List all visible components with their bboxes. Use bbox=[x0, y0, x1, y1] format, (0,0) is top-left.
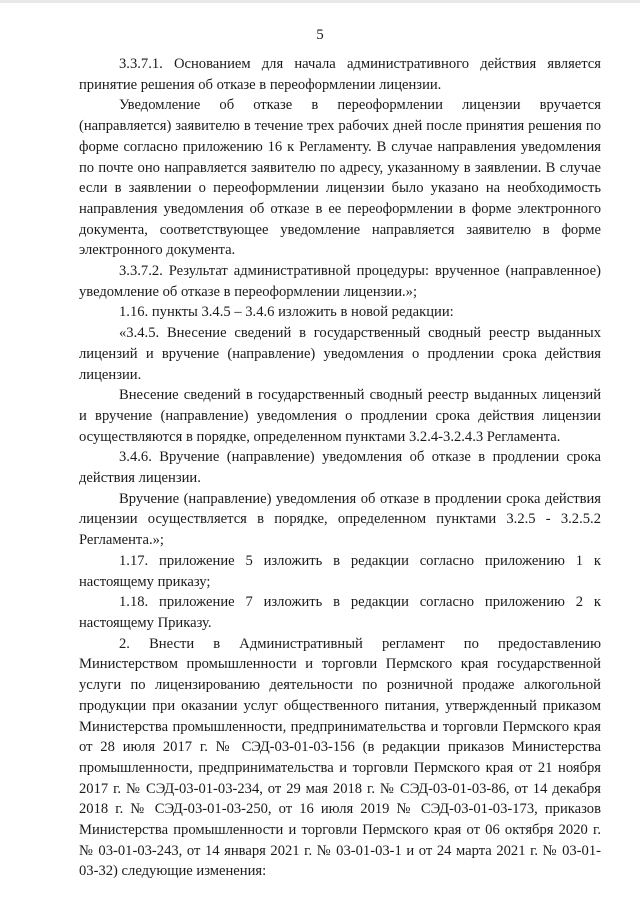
paragraph-1-16: 1.16. пункты 3.4.5 – 3.4.6 изложить в новой редакции: bbox=[119, 304, 454, 321]
paragraph-3-3-7-2: 3.3.7.2. Результат административной процедуры: врученное (направленное) уведомление об отказе в переоформлении лицензии.»; bbox=[79, 263, 601, 300]
paragraph-1-18: 1.18. приложение 7 изложить в редакции согласно приложению 2 к настоящему Приказу. bbox=[79, 594, 601, 631]
paragraph-refusal-notice: Уведомление об отказе в переоформлении лицензии вручается (направляется) заявителю в течение трех рабочих дней после принятия решения по форме согласно приложению 16 к Регламенту. В случае направления уведомления по почте оно направляется заявителю по адресу, указанному в заявлении. В случае если в заявлении о переоформлении лицензии было указано на необходимость направления уведомления об отказе в ее переоформлении в форме электронного документа, соответствующее уведомление направляется заявителю в форме электронного документа. bbox=[79, 97, 601, 259]
paragraph-2-amendments: 2. Внести в Административный регламент по предоставлению Министерством промышленности и торговли Пермского края государственной услуги по лицензированию деятельности по розничной продаже алкогольной продукции при оказании услуг общественного питания, утвержденный приказом Министерства промышленности, предпринимательства и торговли Пермского края от 28 июля 2017 г. № СЭД-03-01-03-156 (в редакции приказов Министерства промышленности, предпринимательства и торговли Пермского края от 21 ноября 2017 г. № СЭД-03-01-03-234, от 29 мая 2018 г. № СЭД-03-01-03-86, от 14 декабря 2018 г. № СЭД-03-01-03-250, от 16 июля 2019 № СЭД-03-01-03-173, приказов Министерства промышленности и торговли Пермского края от 06 октября 2020 г. № 03-01-03-243, от 14 января 2021 г. № 03-01-03-1 и от 24 марта 2021 г. № 03-01-03-32) следующие изменения: bbox=[79, 635, 601, 880]
paragraph-3-4-6: 3.4.6. Вручение (направление) уведомления об отказе в продлении срока действия лицензии. bbox=[79, 449, 601, 487]
scan-edge bbox=[0, 0, 640, 3]
document-body bbox=[79, 54, 601, 882]
page-number: 5 bbox=[316, 27, 324, 43]
paragraph-refusal-delivery: Вручение (направление) уведомления об отказе в продлении срока действия лицензии осуществляется в порядке, определенном пунктами 3.2.5 - 3.2.5.2 Регламента.»; bbox=[79, 490, 601, 549]
paragraph-registry-entry: Внесение сведений в государственный сводный реестр выданных лицензий и вручение (направление) уведомления о продлении срока действия лицензии осуществляются в порядке, определенном пунктами 3.2.4-3.2.4.3 Регламента. bbox=[79, 387, 601, 445]
paragraph-3-4-5: «3.4.5. Внесение сведений в государственный сводный реестр выданных лицензий и вручение (направление) уведомления о продлении срока действия лицензии. bbox=[79, 325, 601, 383]
paragraph-3-3-7-1: 3.3.7.1. Основанием для начала административного действия является принятие решения об отказе в переоформлении лицензии. bbox=[79, 56, 601, 93]
paragraph-1-17: 1.17. приложение 5 изложить в редакции согласно приложению 1 к настоящему приказу; bbox=[79, 552, 601, 590]
